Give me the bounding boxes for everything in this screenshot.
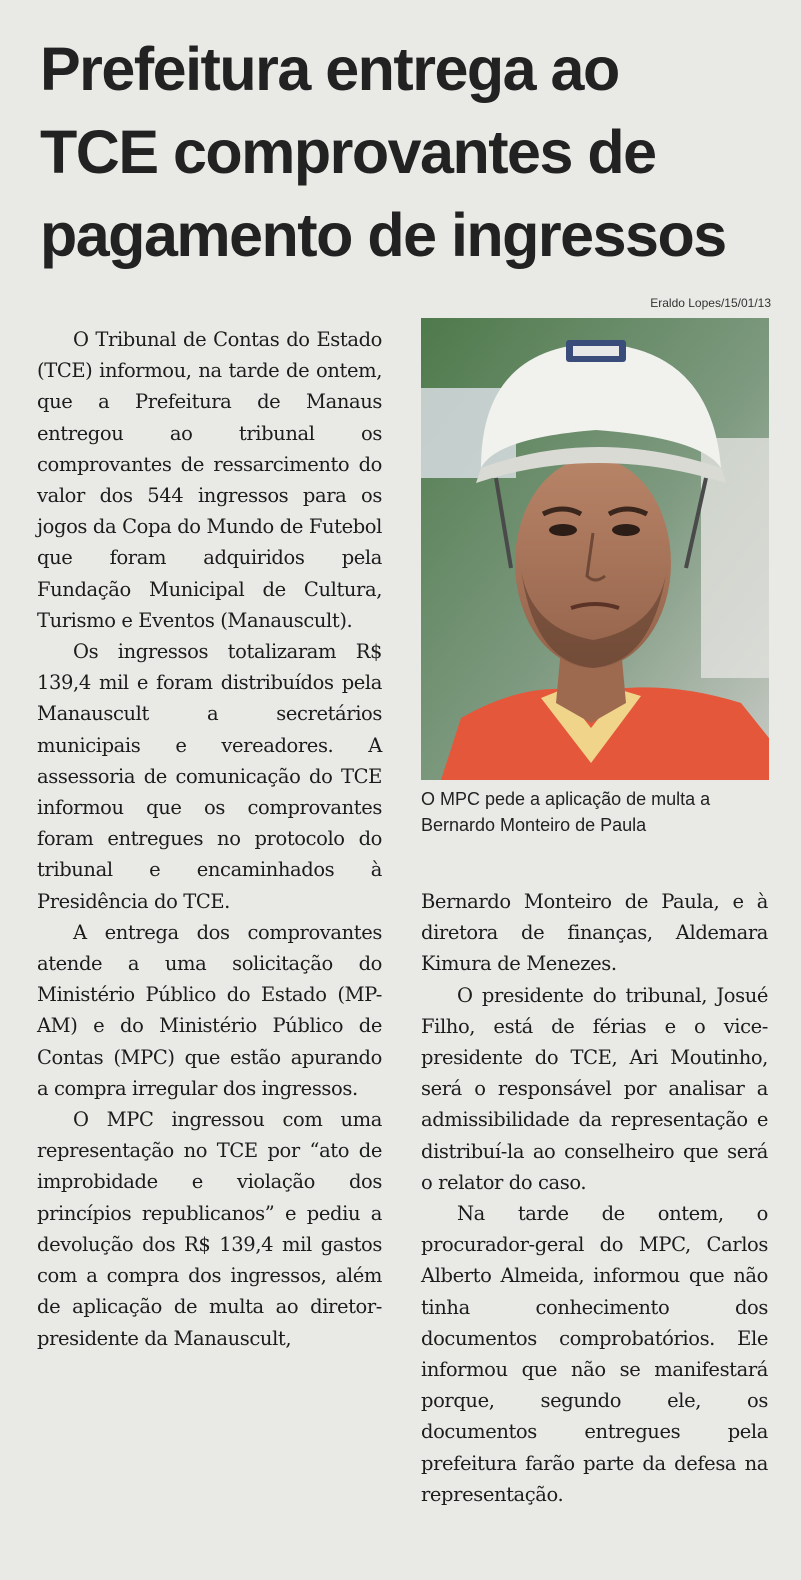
headline-line-2: TCE comprovantes de — [40, 118, 656, 186]
article-column-2 — [421, 886, 768, 1510]
paragraph-continuation: Bernardo Monteiro de Paula, e à diretora de finanças, Aldemara Kimura de Menezes. — [421, 890, 768, 976]
paragraph: O Tribunal de Contas do Estado (TCE) informou, na tarde de ontem, que a Prefeitura de Manaus entregou ao tribunal os comprovantes de ressarcimento do valor dos 544 ingressos para os jogos da Copa do Mundo de Futebol que foram adquiridos pela Fundação Municipal de Cultura, Turismo e Eventos (Manauscult). — [37, 328, 382, 632]
photo-credit: Eraldo Lopes/15/01/13 — [650, 296, 771, 310]
photo-caption: O MPC pede a aplicação de multa a Bernardo Monteiro de Paula — [421, 789, 711, 835]
paragraph: O MPC ingressou com uma representação no TCE por “ato de improbidade e violação dos princípios republicanos” e pediu a devolução dos R$ 139,4 mil gastos com a compra dos ingressos, além de aplicação de multa ao diretor-presidente da Manauscult, — [37, 1108, 382, 1350]
portrait-illustration — [421, 318, 769, 780]
paragraph: A entrega dos comprovantes atende a uma solicitação do Ministério Público do Estado (MP-AM) e do Ministério Público de Contas (MPC) que estão apurando a compra irregular dos ingressos. — [37, 920, 382, 1100]
article-column-1 — [37, 324, 382, 1354]
paragraph: O presidente do tribunal, Josué Filho, está de férias e o vice-presidente do TCE, Ari Moutinho, será o responsável por analisar a admissibilidade da representação e distribuí-la ao conselheiro que será o relator do caso. — [421, 983, 768, 1194]
headline-line-1: Prefeitura entrega ao — [40, 35, 619, 103]
paragraph: Na tarde de ontem, o procurador-geral do MPC, Carlos Alberto Almeida, informou que não tinha conhecimento dos documentos comprobatórios. Ele informou que não se manifestará porque, segundo ele, os documentos entregues pela prefeitura farão parte da defesa na representação. — [421, 1202, 768, 1506]
headline-line-3: pagamento de ingressos — [40, 201, 726, 269]
paragraph: Os ingressos totalizaram R$ 139,4 mil e foram distribuídos pela Manauscult a secretários municipais e vereadores. A assessoria de comunicação do TCE informou que os comprovantes foram entregues no protocolo do tribunal e encaminhados à Presidência do TCE. — [37, 640, 382, 913]
headline — [40, 28, 780, 277]
article-photo — [421, 318, 769, 780]
